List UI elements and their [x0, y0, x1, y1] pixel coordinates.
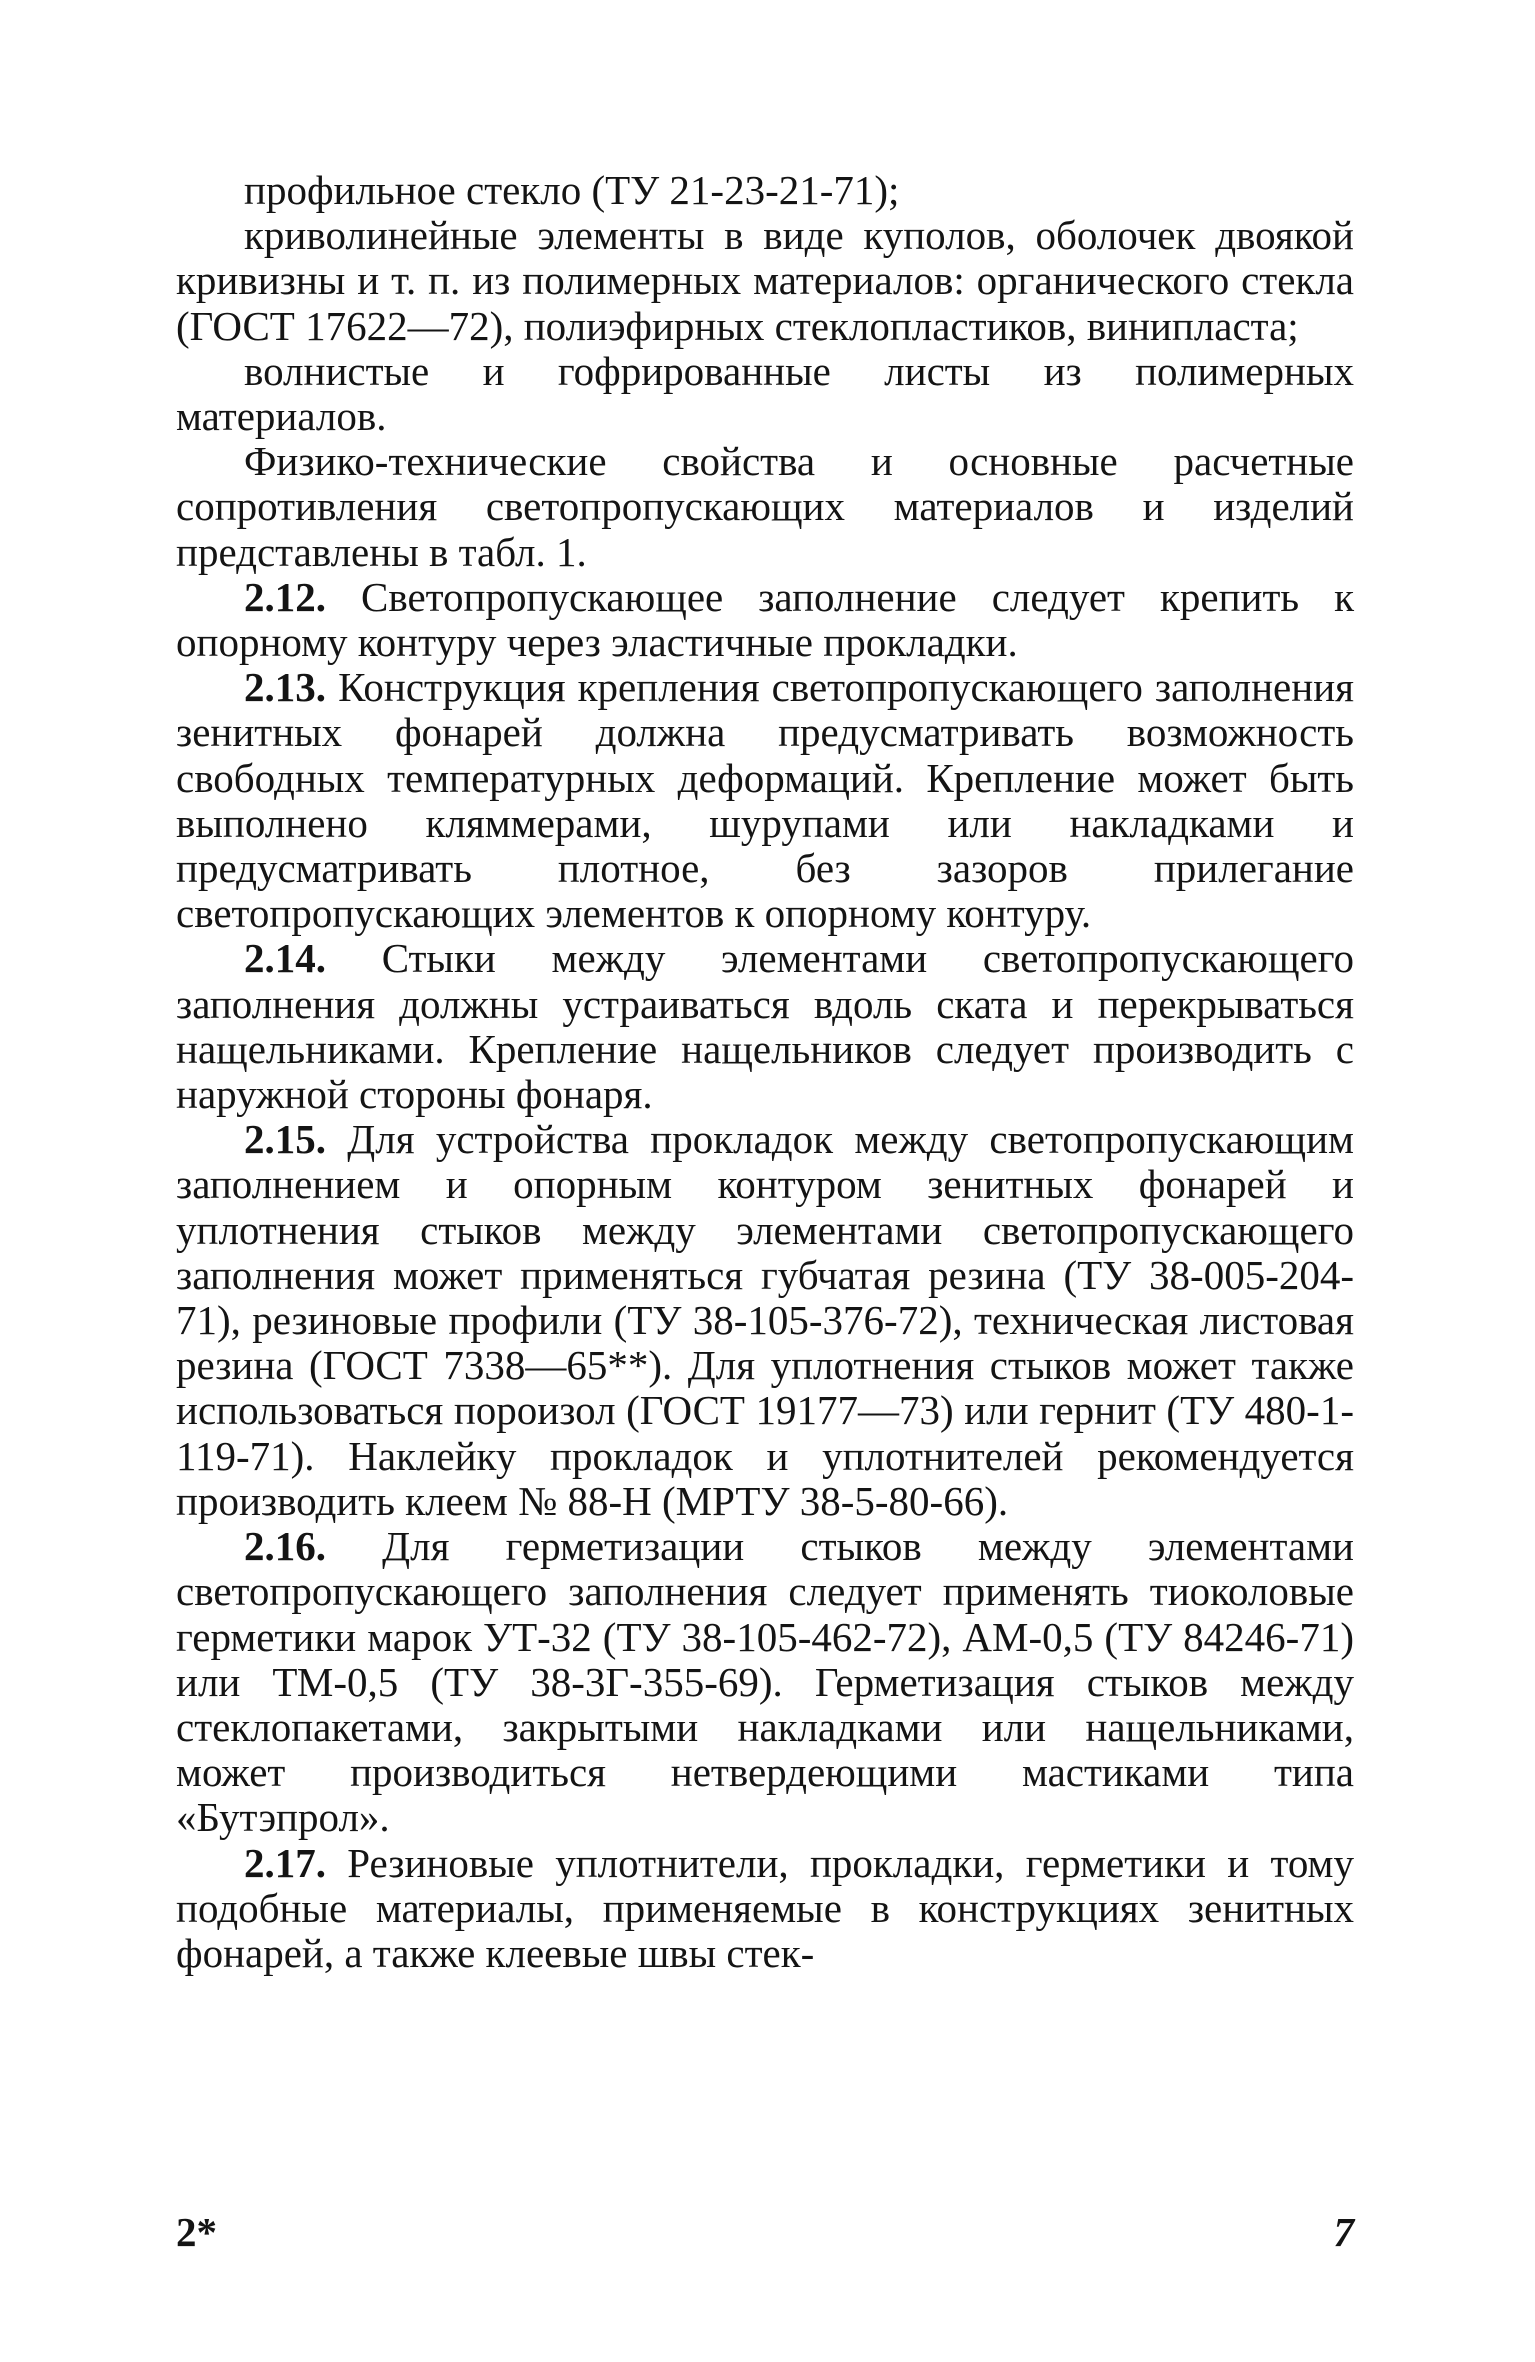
section-number: 2.17. [244, 1839, 326, 1886]
signature-mark: 2* [176, 2209, 217, 2255]
section-2-16 [176, 1524, 1354, 1840]
section-2-14 [176, 936, 1354, 1117]
section-2-13 [176, 665, 1354, 936]
section-text: Светопропускающее заполнение следует крепить к опорному контуру через эластичные прокладки. [176, 573, 1354, 666]
page-number: 7 [1333, 2209, 1354, 2255]
section-text: Конструкция крепления светопропускающего заполнения зенитных фонарей должна предусматривать возможность свободных температурных деформаций. Крепление может быть выполнено кляммерами, шурупами или накладками и предусматривать плотное, без зазоров прилегание светопропускающих элементов к опорному контуру. [176, 664, 1354, 937]
section-number: 2.12. [244, 573, 326, 620]
section-text: Для герметизации стыков между элементами светопропускающего заполнения следует применять тиоколовые герметики марок УТ-32 (ТУ 38-105-462-72), АМ-0,5 (ТУ 84246-71) или ТМ-0,5 (ТУ 38-3Г-355-69). Герметизация стыков между стеклопакетами, закрытыми накладками или нащельниками, может производиться нетвердеющими мастиками типа «Бутэпрол». [176, 1523, 1354, 1841]
section-text: Для устройства прокладок между светопропускающим заполнением и опорным контуром зенитных фонарей и уплотнения стыков между элементами светопропускающего заполнения может применяться губчатая резина (ТУ 38-005-204-71), резиновые профили (ТУ 38-105-376-72), техническая листовая резина (ГОСТ 7338—65**). Для уплотнения стыков может также использоваться пороизол (ГОСТ 19177—73) или гернит (ТУ 480-1-119-71). Наклейку прокладок и уплотнителей рекомендуется производить клеем № 88-Н (МРТУ 38-5-80-66). [176, 1116, 1354, 1524]
section-number: 2.15. [244, 1116, 326, 1163]
section-number: 2.16. [244, 1523, 326, 1570]
list-item: волнистые и гофрированные листы из полимерных материалов. [176, 347, 1354, 440]
list-item: профильное стекло (ТУ 21-23-21-71); [244, 167, 900, 213]
section-text: Стыки между элементами светопропускающего заполнения должны устраиваться вдоль ската и перекрываться нащельниками. Крепление нащельников следует производить с наружной стороны фонаря. [176, 935, 1355, 1118]
list-item: криволинейные элементы в виде куполов, оболочек двоякой кривизны и т. п. из полимерных материалов: органического стекла (ГОСТ 17622—72), полиэфирных стеклопластиков, винипласта; [176, 212, 1354, 349]
section-number: 2.13. [244, 664, 326, 711]
section-number: 2.14. [244, 935, 326, 982]
page-footer [176, 2208, 1354, 2268]
intro-paragraph: Физико-технические свойства и основные расчетные сопротивления светопропускающих материалов и изделий представлены в табл. 1. [176, 438, 1354, 575]
section-2-12 [176, 575, 1354, 665]
body-text [176, 168, 1354, 1976]
section-2-17 [176, 1841, 1354, 1977]
section-2-15 [176, 1117, 1354, 1524]
section-text: Резиновые уплотнители, прокладки, герметики и тому подобные материалы, применяемые в конструкциях зенитных фонарей, а также клеевые швы стек- [176, 1839, 1355, 1976]
